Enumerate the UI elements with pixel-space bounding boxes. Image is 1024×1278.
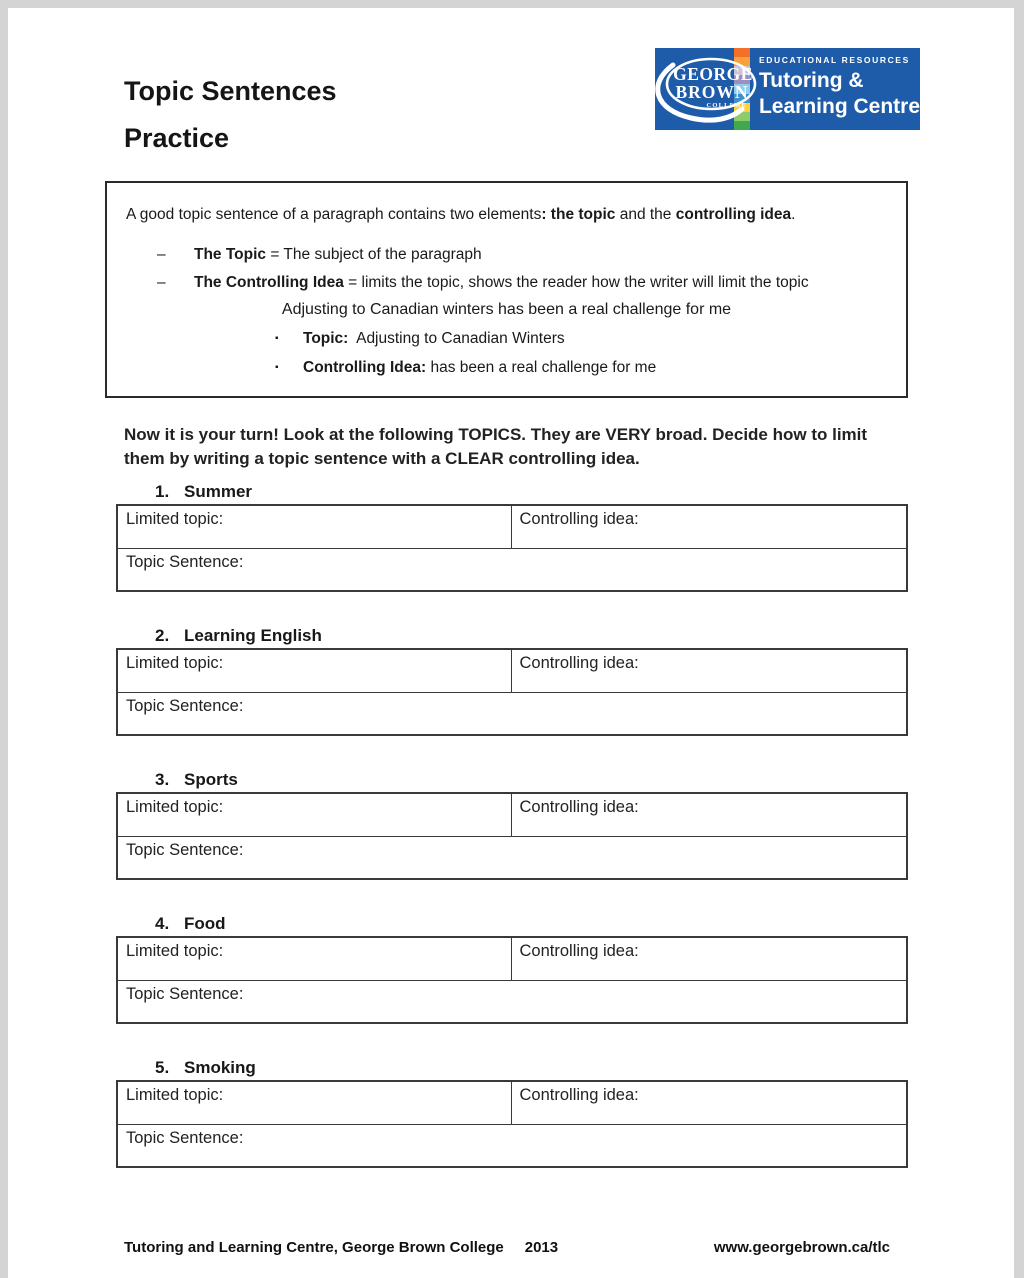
- section-summer: [105, 481, 908, 592]
- section-number: 3.: [155, 770, 170, 789]
- section-heading: [155, 1057, 908, 1078]
- example-controlling-label: Controlling Idea:: [303, 359, 427, 376]
- lead-part1: A good topic sentence of a paragraph contains two elements: [126, 206, 542, 223]
- section-learning-english: [105, 625, 908, 736]
- example-controlling: [275, 359, 906, 377]
- topic-sentence-cell[interactable]: Topic Sentence:: [117, 836, 907, 879]
- square-bullet-icon: ▪: [275, 362, 279, 373]
- limited-topic-cell[interactable]: Limited topic:: [117, 793, 511, 836]
- lead-sentence: [126, 206, 906, 224]
- definition-topic: [157, 246, 906, 264]
- section-heading: [155, 769, 908, 790]
- topic-sentence-cell[interactable]: Topic Sentence:: [117, 980, 907, 1023]
- page-footer: [124, 1239, 890, 1256]
- section-sports: [105, 769, 908, 880]
- footer-org: Tutoring and Learning Centre, George Brown College: [124, 1239, 504, 1256]
- section-topic: Food: [184, 914, 226, 933]
- worksheet-table: [116, 936, 908, 1024]
- dash-bullet-icon: –: [157, 274, 166, 291]
- section-smoking: [105, 1057, 908, 1168]
- section-topic: Sports: [184, 770, 238, 789]
- definition-controlling-term: The Controlling Idea: [194, 274, 344, 291]
- page-title-line1: Topic Sentences: [124, 76, 337, 106]
- example-controlling-text: has been a real challenge for me: [426, 359, 657, 376]
- lead-part2: and the: [615, 206, 676, 223]
- section-topic: Summer: [184, 482, 253, 501]
- logo-tagline: EDUCATIONAL RESOURCES: [758, 55, 910, 65]
- logo-org-line3: COLLEGE: [706, 102, 747, 109]
- logo-org-line2: BROWN: [675, 82, 749, 102]
- worksheet-table: [116, 648, 908, 736]
- document-page: [8, 8, 1014, 1278]
- section-topic: Smoking: [184, 1058, 256, 1077]
- section-number: 1.: [155, 482, 170, 501]
- controlling-idea-cell[interactable]: Controlling idea:: [511, 505, 907, 548]
- limited-topic-cell[interactable]: Limited topic:: [117, 937, 511, 980]
- section-number: 4.: [155, 914, 170, 933]
- worksheet-table: [116, 792, 908, 880]
- instructions-text: Now it is your turn! Look at the following TOPICS. They are VERY broad. Decide how to limit them by writing a topic sentence with a CLEAR controlling idea.: [124, 425, 868, 468]
- section-heading: [155, 481, 908, 502]
- topic-sentence-cell[interactable]: Topic Sentence:: [117, 1124, 907, 1167]
- definition-controlling-text: = limits the topic, shows the reader how the writer will limit the topic: [343, 274, 809, 291]
- george-brown-emblem: [655, 48, 753, 130]
- dash-bullet-icon: –: [157, 246, 166, 263]
- controlling-idea-cell[interactable]: Controlling idea:: [511, 649, 907, 692]
- limited-topic-cell[interactable]: Limited topic:: [117, 505, 511, 548]
- lead-bold2: controlling idea: [675, 206, 792, 223]
- definition-topic-text: = The subject of the paragraph: [266, 246, 482, 263]
- limited-topic-cell[interactable]: Limited topic:: [117, 649, 511, 692]
- logo-name-line2: Learning Centre: [758, 95, 920, 118]
- limited-topic-cell[interactable]: Limited topic:: [117, 1081, 511, 1124]
- footer-url: www.georgebrown.ca/tlc: [713, 1239, 890, 1256]
- page-title-line2: Practice: [124, 123, 230, 153]
- topic-sentence-cell[interactable]: Topic Sentence:: [117, 548, 907, 591]
- lead-bold1: : the topic: [541, 206, 616, 223]
- definition-controlling-idea: [157, 274, 906, 292]
- topic-sentence-cell[interactable]: Topic Sentence:: [117, 692, 907, 735]
- logo-org-line1: GEORGE: [673, 64, 753, 84]
- lead-part3: .: [791, 206, 796, 223]
- section-heading: [155, 625, 908, 646]
- section-topic: Learning English: [184, 626, 322, 645]
- section-heading: [155, 913, 908, 934]
- explanation-box: [105, 181, 908, 398]
- worksheet-table: [116, 1080, 908, 1168]
- worksheet-table: [116, 504, 908, 592]
- controlling-idea-cell[interactable]: Controlling idea:: [511, 937, 907, 980]
- footer-left: [124, 1239, 558, 1256]
- controlling-idea-cell[interactable]: Controlling idea:: [511, 1081, 907, 1124]
- example-topic: [275, 330, 906, 348]
- section-number: 2.: [155, 626, 170, 645]
- square-bullet-icon: ▪: [275, 333, 279, 344]
- example-sentence: Adjusting to Canadian winters has been a real challenge for me: [281, 301, 732, 318]
- example-topic-label: Topic:: [303, 330, 349, 347]
- logo-text-panel: [750, 48, 920, 130]
- logo-name-line1: Tutoring &: [758, 69, 864, 92]
- george-brown-oval-icon: [655, 48, 761, 130]
- logo: [655, 48, 920, 130]
- section-food: [105, 913, 908, 1024]
- example-topic-text: Adjusting to Canadian Winters: [348, 330, 565, 347]
- controlling-idea-cell[interactable]: Controlling idea:: [511, 793, 907, 836]
- definition-topic-term: The Topic: [194, 246, 267, 263]
- footer-year: 2013: [524, 1239, 559, 1256]
- section-number: 5.: [155, 1058, 170, 1077]
- page-title: [124, 68, 337, 162]
